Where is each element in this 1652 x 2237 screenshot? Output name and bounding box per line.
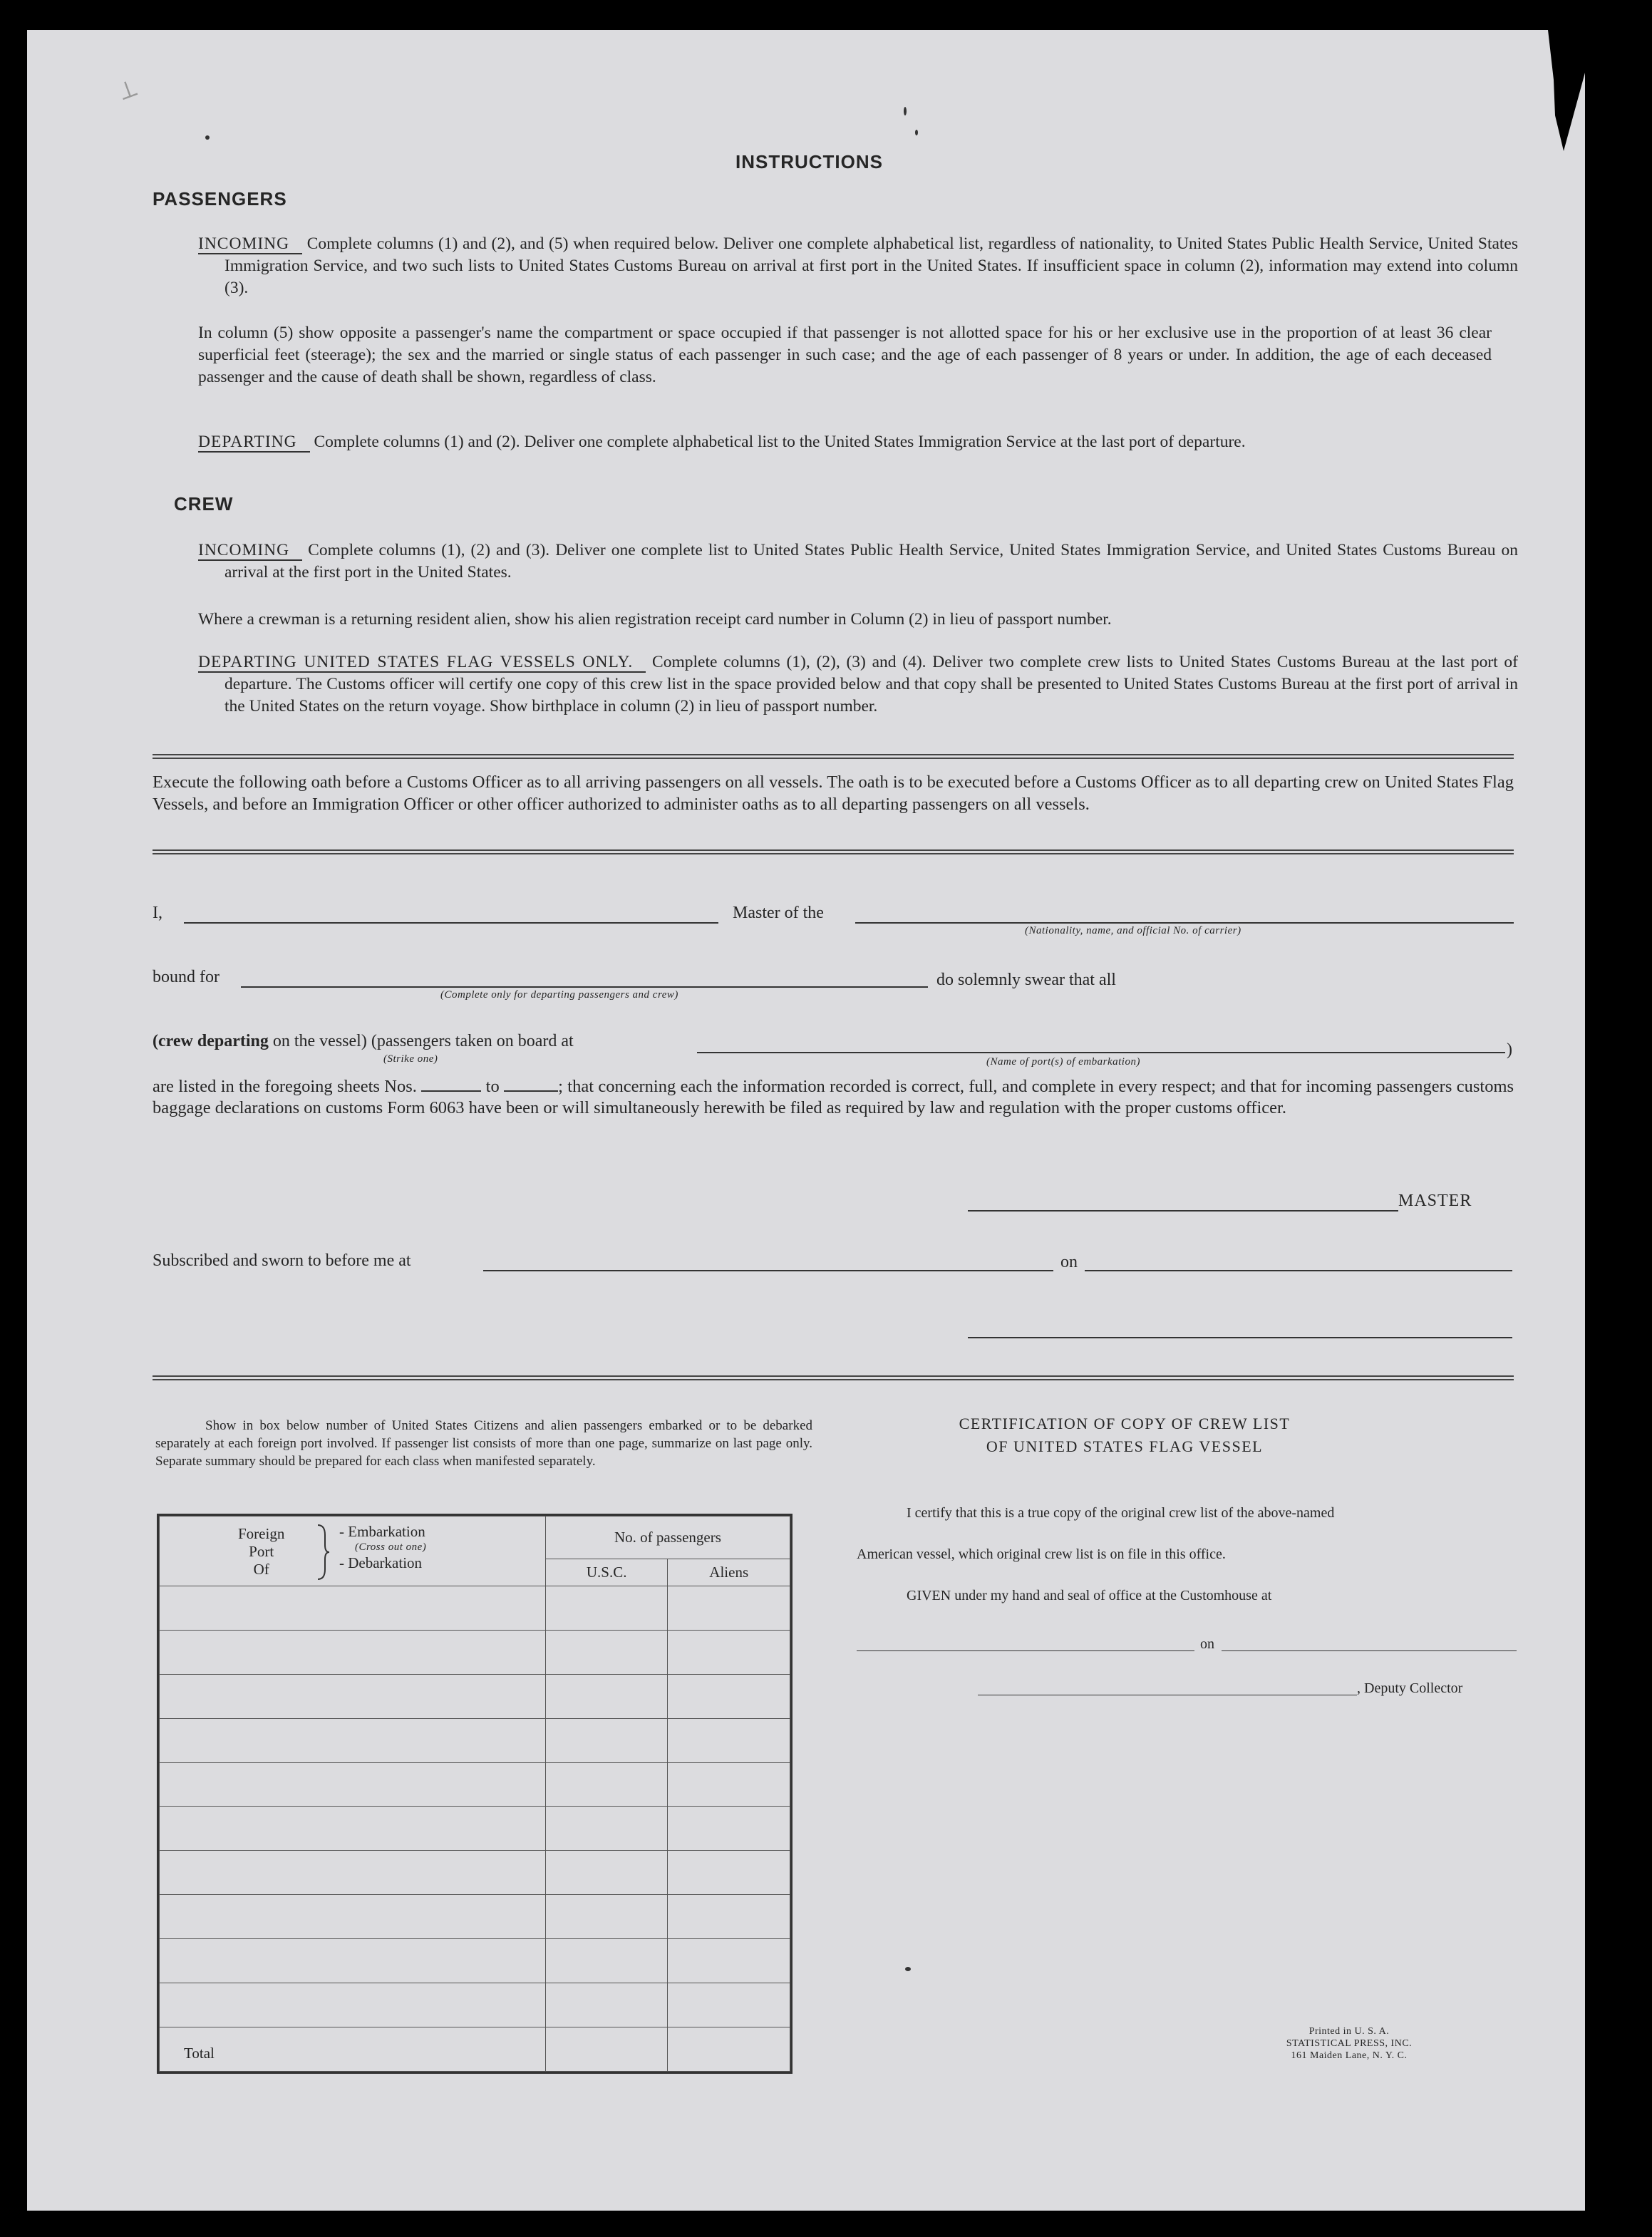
strike-one-caption: (Strike one) [383,1053,438,1065]
crew-departing-paragraph [198,651,1518,718]
certification-title-line1: CERTIFICATION OF COPY OF CREW LIST [959,1415,1291,1432]
aliens-cell[interactable] [668,1895,790,1939]
divider-rule [153,754,1514,759]
aliens-cell[interactable] [668,1983,790,2027]
port-cell[interactable] [160,1939,546,1983]
certify-line1: I certify that this is a true copy of the original crew list of the above-named [907,1505,1335,1521]
summary-grid [159,1516,790,2072]
on-label: on [1060,1253,1078,1271]
summary-note [155,1417,812,1470]
table-row [160,1939,790,1983]
passengers-incoming-text: Complete columns (1) and (2), and (5) when required below. Deliver one complete alphabetical list, regardless of nationality, to United States Public Health Service, United States Immigration Service, and two such lists to United States Customs Bureau on arrival at first port in the United States. If insufficient space in column (2), information may extend into column (3). [224,234,1519,297]
usc-cell[interactable] [545,1674,668,1718]
listed-start-text: are listed in the foregoing sheets Nos. [153,1077,417,1096]
cert-date-field[interactable] [1222,1650,1517,1651]
passenger-summary-table [157,1514,793,2074]
sheets-statement [153,1076,1514,1119]
passengers-departing-text: Complete columns (1) and (2). Deliver one complete alphabetical list to the United States Immigration Service at the last port of departure. [314,433,1246,451]
embarkation-option[interactable]: - Embarkation [339,1523,425,1540]
passengers-incoming-label: INCOMING [198,234,302,254]
master-label: MASTER [1398,1192,1472,1210]
printer-line3: 161 Maiden Lane, N. Y. C. [1291,2050,1408,2061]
carrier-field[interactable] [855,922,1514,924]
certify-line2: American vessel, which original crew list is on file in this office. [857,1546,1226,1562]
sheet-from-field[interactable] [421,1078,481,1092]
usc-cell[interactable] [545,1983,668,2027]
table-row [160,1895,790,1939]
master-of-the-label: Master of the [733,904,824,922]
summary-note-text: Show in box below number of United States Citizens and alien passengers embarked or to be debarked separately at each foreign port involved. If passenger list consists of more than one page, summarize on last page only. Separate summary should be prepared for each class when manifested separately. [155,1418,812,1469]
usc-total-cell[interactable] [545,2027,668,2072]
aliens-cell[interactable] [668,1851,790,1895]
ink-speck [915,130,918,135]
passengers-departing-label: DEPARTING [198,433,310,453]
port-cell[interactable] [160,1718,546,1762]
oath-intro: Execute the following oath before a Customs Officer as to all arriving passengers on all vessels. The oath is to be executed before a Customs Officer as to all departing crew on United States Flag Vessels, and before an Immigration Officer or other officer authorized to administer oaths as to all departing passengers on all vessels. [153,773,1514,814]
nationality-caption: (Nationality, name, and official No. of carrier) [1025,925,1241,936]
debarkation-option[interactable]: - Debarkation [339,1554,423,1571]
usc-cell[interactable] [545,1718,668,1762]
usc-cell[interactable] [545,1851,668,1895]
passengers-heading: PASSENGERS [153,188,287,210]
swear-label: do solemnly swear that all [936,971,1116,989]
port-text: Port [249,1543,274,1560]
crew-heading: CREW [174,493,234,515]
port-cell[interactable] [160,1983,546,2027]
aliens-header: Aliens [668,1559,790,1586]
printer-line1: Printed in U. S. A. [1308,2026,1390,2037]
customhouse-field[interactable] [857,1650,1194,1651]
passengers-departing-paragraph [198,431,1518,453]
port-cell[interactable] [160,1807,546,1851]
port-header-cell [160,1517,546,1586]
ink-speck [905,1967,911,1971]
port-cell[interactable] [160,1762,546,1807]
usc-cell[interactable] [545,1939,668,1983]
port-cell[interactable] [160,1586,546,1631]
table-row [160,1674,790,1718]
embark-debark-options [339,1524,426,1571]
table-row [160,1851,790,1895]
aliens-cell[interactable] [668,1762,790,1807]
form-page [27,30,1585,2211]
passengers-column5-paragraph: In column (5) show opposite a passenger's name the compartment or space occupied if that passenger is not allotted space for his or her exclusive use in the proportion of at least 36 clear superficial feet (steerage); the sex and the married or single status of each passenger in such case; and the age of each passenger of 8 years or under. In addition, the age of each deceased passenger and the cause of death shall be shown, regardless of class. [198,324,1492,386]
officer-signature-field[interactable] [968,1337,1512,1338]
usc-cell[interactable] [545,1895,668,1939]
listed-rest-text: ; that concerning each the information recorded is correct, full, and complete in every respect; and that for incoming passengers customs baggage declarations on customs Form 6063 have been or will simultaneously herewith be filed as required by law and regulation with the proper customs officer. [153,1077,1514,1117]
sworn-date-field[interactable] [1085,1270,1512,1271]
crew-departing-option[interactable]: (crew departing [153,1032,269,1050]
usc-cell[interactable] [545,1586,668,1631]
aliens-cell[interactable] [668,1586,790,1631]
table-row [160,1718,790,1762]
divider-rule [153,1375,1514,1380]
passengers-taken-option[interactable]: (passengers taken on board at [371,1032,574,1050]
no-passengers-header: No. of passengers [545,1517,790,1559]
sworn-place-field[interactable] [483,1270,1053,1271]
crew-incoming-label: INCOMING [198,541,302,561]
close-paren: ) [1507,1040,1512,1059]
cross-out-caption: (Cross out one) [355,1541,427,1553]
foreign-text: Foreign [238,1525,285,1542]
on-the-vessel-text: on the vessel) [272,1032,367,1050]
pencil-mark: ⟂ [115,73,140,106]
crew-incoming-paragraph [198,539,1518,584]
port-cell[interactable] [160,1674,546,1718]
aliens-cell[interactable] [668,1939,790,1983]
subscribed-label: Subscribed and sworn to before me at [153,1251,411,1270]
printer-line2: STATISTICAL PRESS, INC. [1286,2038,1413,2049]
crew-departing-label: DEPARTING UNITED STATES FLAG VESSELS ONLY. [198,653,646,673]
port-caption: (Name of port(s) of embarkation) [986,1056,1140,1068]
usc-cell[interactable] [545,1630,668,1674]
table-row [160,1762,790,1807]
usc-cell[interactable] [545,1807,668,1851]
crew-departing-label [153,1032,574,1051]
deputy-collector-label: , Deputy Collector [1357,1680,1463,1696]
ink-speck [205,135,210,140]
aliens-cell[interactable] [668,1630,790,1674]
of-text: Of [253,1561,269,1578]
total-text: Total [184,2045,215,2062]
master-name-field[interactable] [184,922,718,924]
embarkation-port-field[interactable] [697,1052,1505,1053]
port-cell[interactable] [160,1630,546,1674]
total-row [160,2027,790,2072]
aliens-cell[interactable] [668,1674,790,1718]
sheet-to-field[interactable] [504,1078,558,1092]
given-line: GIVEN under my hand and seal of office at the Customhouse at [907,1588,1272,1603]
cert-on-label: on [1200,1636,1214,1652]
aliens-cell[interactable] [668,1807,790,1851]
torn-corner [1535,30,1585,151]
aliens-cell[interactable] [668,1718,790,1762]
bound-caption: (Complete only for departing passengers and crew) [440,989,678,1001]
table-row [160,1807,790,1851]
total-label [160,2027,546,2072]
brace-icon [316,1524,331,1585]
usc-header: U.S.C. [545,1559,668,1586]
crew-departing-text: Complete columns (1), (2), (3) and (4). Deliver two complete crew lists to United States Customs Bureau at the last port of departure. The Customs officer will certify one copy of this crew list in the space provided below and that copy shall be presented to United States Customs Bureau at the first port of arrival in the United States on the return voyage. Show birthplace in column (2) in lieu of passport number. [224,653,1518,715]
crew-resident-paragraph: Where a crewman is a returning resident alien, show his alien registration receipt card number in Column (2) in lieu of passport number. [198,610,1112,629]
foreign-port-label [238,1525,284,1579]
divider-rule [153,849,1514,854]
bound-for-label: bound for [153,968,220,986]
port-cell[interactable] [160,1895,546,1939]
table-row [160,1630,790,1674]
table-row [160,1983,790,2027]
ink-speck [904,107,907,115]
usc-cell[interactable] [545,1762,668,1807]
instructions-title: INSTRUCTIONS [735,151,883,172]
crew-incoming-text: Complete columns (1), (2) and (3). Deliver one complete list to United States Public Health Service, United States Immigration Service, and United States Customs Bureau on arrival at the first port in the United States. [224,541,1518,582]
master-signature-field[interactable] [968,1210,1398,1212]
to-text: to [485,1077,500,1096]
passengers-incoming-paragraph [198,233,1518,299]
certification-title-line2: OF UNITED STATES FLAG VESSEL [986,1437,1264,1455]
aliens-total-cell[interactable] [668,2027,790,2072]
table-row [160,1586,790,1631]
certification-title [868,1412,1381,1458]
bound-for-field[interactable] [241,986,928,988]
printer-imprint [1267,2025,1431,2062]
i-label: I, [153,904,162,922]
port-cell[interactable] [160,1851,546,1895]
